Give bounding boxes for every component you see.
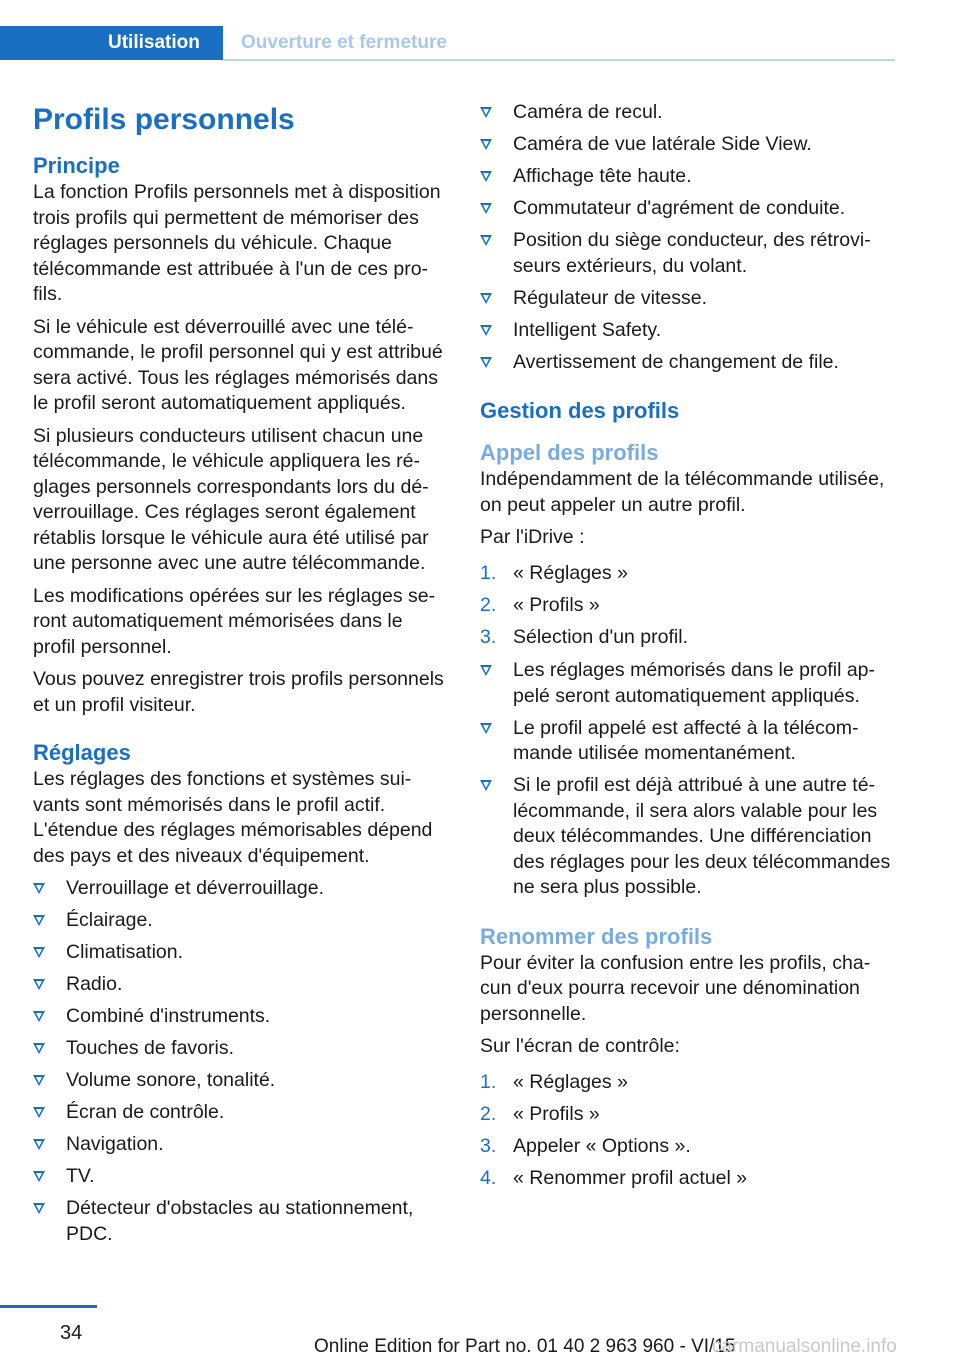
step-text: « Profils » xyxy=(513,1102,600,1125)
renommer-heading: Renommer des profils xyxy=(480,923,713,949)
watermark: carmanualsonline.info xyxy=(712,1336,897,1357)
principe-text xyxy=(33,180,445,718)
step-text: Appeler « Options ». xyxy=(513,1134,691,1157)
page-number-rule xyxy=(0,1305,97,1308)
list-item xyxy=(480,716,892,767)
paragraph: Vous pouvez enregistrer trois profils personnels et un profil visiteur. xyxy=(33,668,444,716)
step-item xyxy=(480,593,892,619)
reglages-list-continued xyxy=(480,100,892,375)
triangle-bullet-icon xyxy=(33,1011,45,1022)
right-column xyxy=(480,100,892,1199)
triangle-bullet-icon xyxy=(33,883,45,894)
list-item xyxy=(480,318,892,344)
list-item-text: Volume sonore, tonalité. xyxy=(66,1069,276,1091)
triangle-bullet-icon xyxy=(480,357,492,368)
list-item-text: Éclairage. xyxy=(66,909,153,931)
step-item xyxy=(480,561,892,587)
step-text: « Réglages » xyxy=(513,561,628,584)
step-text: « Profils » xyxy=(513,593,600,616)
renommer-steps xyxy=(480,1070,892,1192)
triangle-bullet-icon xyxy=(480,139,492,150)
list-item xyxy=(33,1164,445,1190)
list-item xyxy=(33,1132,445,1158)
triangle-bullet-icon xyxy=(480,203,492,214)
list-item xyxy=(33,940,445,966)
list-item-text: Avertissement de changement de file. xyxy=(513,350,839,373)
step-item xyxy=(480,625,892,651)
header-tabs xyxy=(0,26,895,60)
paragraph: Les modifications opérées sur les réglages seront automatiquement mémorisées dans le profil personnel. xyxy=(33,584,436,658)
step-number: 2. xyxy=(480,593,497,616)
list-item xyxy=(480,164,892,190)
triangle-bullet-icon xyxy=(33,1043,45,1054)
reglages-intro: Les réglages des fonctions et systèmes suivants sont mémorisés dans le profil actif. L'étendue des réglages mémorisables dépend des pays et des niveaux d'équipement. xyxy=(33,768,433,867)
step-item xyxy=(480,1134,892,1160)
triangle-bullet-icon xyxy=(480,293,492,304)
step-text: « Réglages » xyxy=(513,1070,628,1093)
list-item xyxy=(33,1036,445,1062)
left-column xyxy=(33,100,445,1255)
paragraph: Si plusieurs conducteurs utilisent chacun une télécommande, le véhicule appliquera les réglages personnels correspondants lors du déverrouillage. Ces réglages seront également rétablis lorsque le véhicule aura été utilisé par une personne avec une autre télécommande. xyxy=(33,424,429,574)
step-text: « Renommer profil actuel » xyxy=(513,1166,748,1189)
paragraph: La fonction Profils personnels met à disposition trois profils qui permettent de mémoriser des réglages personnels du véhicule. Chaque télécommande est attribuée à l'un de ces profils. xyxy=(33,181,441,305)
list-item-text: Détecteur d'obstacles au stationnement, PDC. xyxy=(66,1197,414,1245)
list-item xyxy=(33,1100,445,1126)
triangle-bullet-icon xyxy=(480,107,492,118)
list-item xyxy=(33,908,445,934)
step-item xyxy=(480,1070,892,1096)
triangle-bullet-icon xyxy=(480,171,492,182)
triangle-bullet-icon xyxy=(480,665,492,676)
edition-footer: Online Edition for Part no. 01 40 2 963 960 - VI/15 xyxy=(314,1336,736,1357)
gestion-heading: Gestion des profils xyxy=(480,398,680,423)
list-item-text: Combiné d'instruments. xyxy=(66,1005,271,1027)
triangle-bullet-icon xyxy=(480,235,492,246)
list-item xyxy=(33,972,445,998)
list-item-text: Le profil appelé est affecté à la télécommande utilisée momentanément. xyxy=(513,716,859,764)
triangle-bullet-icon xyxy=(33,1139,45,1150)
list-item-text: Climatisation. xyxy=(66,941,184,963)
step-item xyxy=(480,1166,892,1192)
tab-utilisation[interactable]: Utilisation xyxy=(0,26,223,60)
page-title: Profils personnels xyxy=(33,103,295,136)
step-number: 3. xyxy=(480,625,497,648)
triangle-bullet-icon xyxy=(33,1171,45,1182)
list-item-text: Les réglages mémorisés dans le profil appelé seront automatiquement appliqués. xyxy=(513,659,876,707)
reglages-heading: Réglages xyxy=(33,740,131,765)
triangle-bullet-icon xyxy=(33,1107,45,1118)
list-item-text: Verrouillage et déverrouillage. xyxy=(66,877,324,899)
list-item-text: TV. xyxy=(66,1165,95,1187)
list-item xyxy=(33,1068,445,1094)
paragraph: Si le véhicule est déverrouillé avec une télécommande, le profil personnel qui y est attribué sera activé. Tous les réglages mémorisés dans le profil seront automatiquement appliqués. xyxy=(33,315,443,414)
triangle-bullet-icon xyxy=(33,979,45,990)
triangle-bullet-icon xyxy=(33,1203,45,1214)
list-item-text: Affichage tête haute. xyxy=(513,165,692,187)
page-number: 34 xyxy=(60,1322,83,1344)
tab-ouverture-fermeture[interactable]: Ouverture et fermeture xyxy=(241,32,447,53)
step-number: 1. xyxy=(480,561,497,584)
list-item xyxy=(480,196,892,222)
triangle-bullet-icon xyxy=(480,723,492,734)
list-item xyxy=(33,876,445,902)
list-item xyxy=(480,350,892,376)
list-item xyxy=(33,1004,445,1030)
list-item xyxy=(480,658,892,709)
tab-underline xyxy=(223,59,895,61)
appel-intro: Indépendamment de la télécommande utilisée, on peut appeler un autre profil. xyxy=(480,468,885,516)
list-item xyxy=(480,286,892,312)
appel-via: Par l'iDrive : xyxy=(480,526,585,548)
list-item-text: Commutateur d'agrément de conduite. xyxy=(513,197,846,219)
appel-notes xyxy=(480,658,892,901)
list-item-text: Si le profil est déjà attribué à une autre télécommande, il sera alors valable pour les deux télécommandes. Une différenciation des réglages pour les deux télécommandes ne sera plus possible. xyxy=(513,774,891,898)
list-item xyxy=(480,228,892,279)
step-text: Sélection d'un profil. xyxy=(513,625,688,648)
triangle-bullet-icon xyxy=(33,1075,45,1086)
triangle-bullet-icon xyxy=(480,780,492,791)
list-item xyxy=(480,100,892,126)
appel-heading: Appel des profils xyxy=(480,440,659,465)
triangle-bullet-icon xyxy=(480,325,492,336)
step-number: 3. xyxy=(480,1134,497,1157)
triangle-bullet-icon xyxy=(33,915,45,926)
list-item-text: Caméra de vue latérale Side View. xyxy=(513,133,812,155)
step-number: 2. xyxy=(480,1102,497,1125)
reglages-list xyxy=(33,876,445,1247)
step-number: 1. xyxy=(480,1070,497,1093)
list-item xyxy=(480,132,892,158)
step-number: 4. xyxy=(480,1166,497,1189)
list-item-text: Intelligent Safety. xyxy=(513,318,662,341)
list-item-text: Position du siège conducteur, des rétroviseurs extérieurs, du volant. xyxy=(513,229,871,277)
list-item-text: Navigation. xyxy=(66,1133,164,1155)
renommer-via: Sur l'écran de contrôle: xyxy=(480,1035,680,1057)
list-item xyxy=(480,773,892,901)
list-item-text: Régulateur de vitesse. xyxy=(513,286,708,309)
list-item-text: Écran de contrôle. xyxy=(66,1101,225,1123)
step-item xyxy=(480,1102,892,1128)
principe-heading: Principe xyxy=(33,153,120,178)
appel-steps xyxy=(480,561,892,651)
list-item xyxy=(33,1196,445,1247)
triangle-bullet-icon xyxy=(33,947,45,958)
list-item-text: Touches de favoris. xyxy=(66,1037,235,1059)
renommer-intro: Pour éviter la confusion entre les profils, chacun d'eux pourra recevoir une dénomination personnelle. xyxy=(480,951,871,1025)
list-item-text: Radio. xyxy=(66,973,123,995)
list-item-text: Caméra de recul. xyxy=(513,101,663,123)
